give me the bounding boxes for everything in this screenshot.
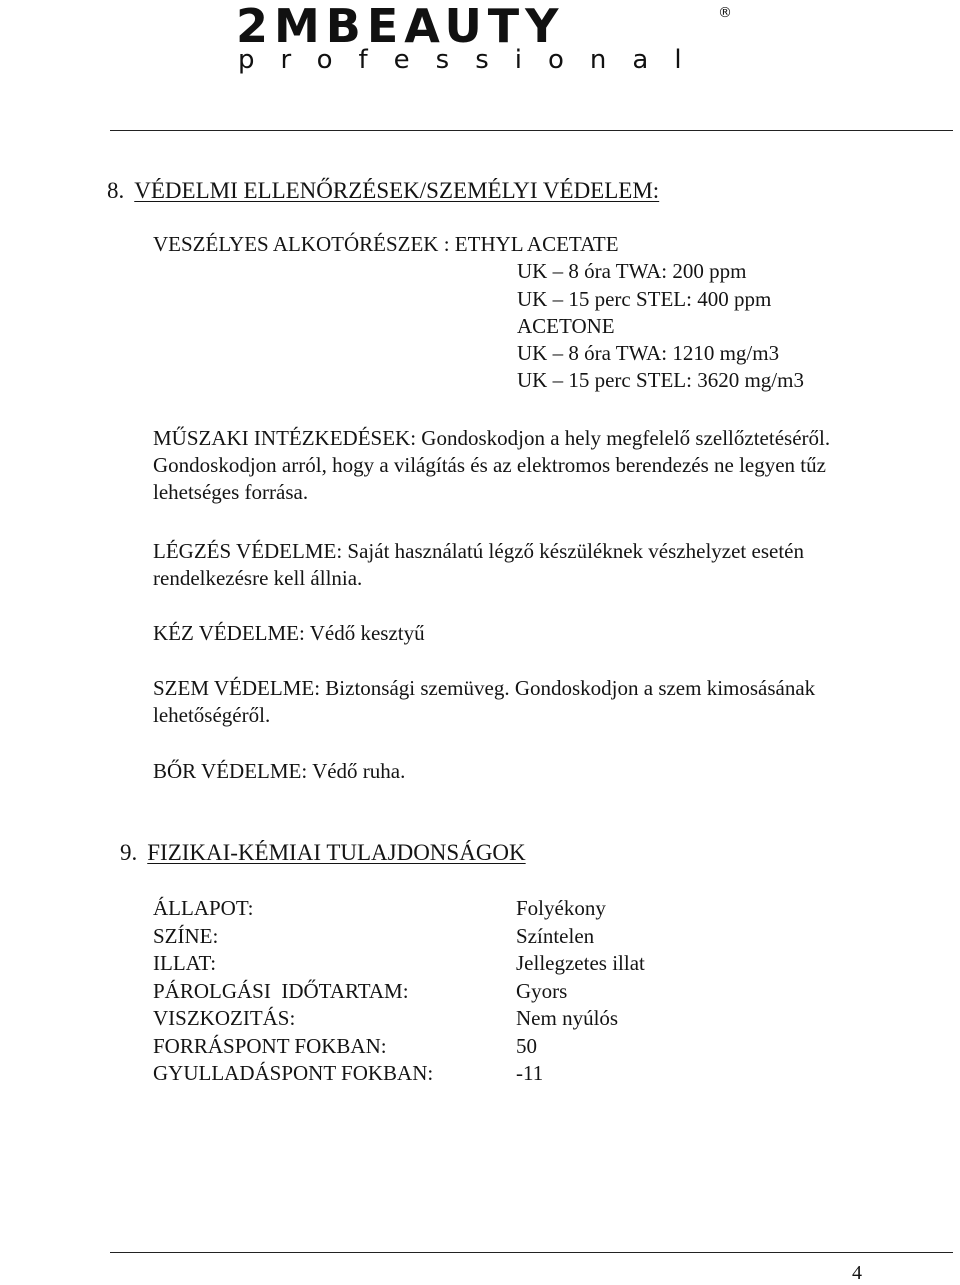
section-9-number: 9. bbox=[120, 840, 138, 865]
logo-main-text: 2MBEAUTY bbox=[236, 2, 565, 53]
property-row bbox=[153, 1060, 645, 1088]
property-label: ÁLLAPOT: bbox=[153, 896, 254, 920]
property-value: -11 bbox=[516, 1061, 544, 1085]
technical-measures-text: MŰSZAKI INTÉZKEDÉSEK: Gondoskodjon a hely megfelelő szellőztetéséről. Gondoskodjon arról, hogy a világítás és az elektromos berendezés ne legyen tűz lehetséges forrása. bbox=[153, 426, 831, 504]
property-label: FORRÁSPONT FOKBAN: bbox=[153, 1033, 387, 1058]
hazard-line: UK – 15 perc STEL: 3620 mg/m3 bbox=[517, 368, 804, 392]
section-8-number: 8. bbox=[107, 178, 125, 203]
property-label: GYULLADÁSPONT FOKBAN: bbox=[153, 1061, 434, 1085]
property-row bbox=[153, 1033, 645, 1061]
property-row bbox=[153, 978, 645, 1006]
section-9-title: FIZIKAI-KÉMIAI TULAJDONSÁGOK bbox=[147, 840, 526, 865]
page-number: 4 bbox=[852, 1262, 862, 1284]
skin-protection-text: BŐR VÉDELME: Védő ruha. bbox=[153, 759, 406, 783]
property-label: VISZKOZITÁS: bbox=[153, 1006, 296, 1030]
property-label: ILLAT: bbox=[153, 951, 217, 975]
property-value: 50 bbox=[516, 1033, 537, 1058]
property-value: Színtelen bbox=[516, 923, 595, 948]
property-value: Folyékony bbox=[516, 896, 606, 920]
property-value: Jellegzetes illat bbox=[516, 951, 645, 975]
property-value: Gyors bbox=[516, 978, 568, 1003]
hazard-line: UK – 15 perc STEL: 400 ppm bbox=[517, 287, 772, 311]
hazard-components-label: VESZÉLYES ALKOTÓRÉSZEK : ETHYL ACETATE bbox=[153, 232, 619, 256]
brand-logo bbox=[232, 2, 732, 74]
property-label: SZÍNE: bbox=[153, 923, 219, 948]
section-8-heading bbox=[107, 178, 659, 204]
header-divider bbox=[110, 130, 953, 131]
property-row bbox=[153, 895, 645, 923]
hazard-line: ACETONE bbox=[517, 314, 615, 338]
property-row bbox=[153, 923, 645, 951]
logo-registered-mark: ® bbox=[718, 5, 732, 21]
logo-sub-text: professional bbox=[238, 45, 708, 74]
header-logo bbox=[0, 0, 960, 80]
eye-protection-text: SZEM VÉDELME: Biztonsági szemüveg. Gondoskodjon a szem kimosásának lehetőségéről. bbox=[153, 676, 816, 727]
hand-protection-text: KÉZ VÉDELME: Védő kesztyű bbox=[153, 621, 425, 645]
hazard-line: UK – 8 óra TWA: 200 ppm bbox=[517, 259, 747, 283]
respiratory-protection-text: LÉGZÉS VÉDELME: Saját használatú légző készüléknek vészhelyzet esetén rendelkezésre kell állnia. bbox=[153, 539, 804, 590]
property-value: Nem nyúlós bbox=[516, 1006, 619, 1030]
footer-divider bbox=[110, 1252, 953, 1253]
section-8-title: VÉDELMI ELLENŐRZÉSEK/SZEMÉLYI VÉDELEM: bbox=[134, 178, 660, 203]
property-row bbox=[153, 1005, 645, 1033]
property-row bbox=[153, 950, 645, 978]
hazard-line: UK – 8 óra TWA: 1210 mg/m3 bbox=[517, 341, 780, 365]
properties-table bbox=[153, 895, 645, 1088]
section-9-heading bbox=[120, 840, 526, 866]
property-label: PÁROLGÁSI IDŐTARTAM: bbox=[153, 978, 409, 1003]
